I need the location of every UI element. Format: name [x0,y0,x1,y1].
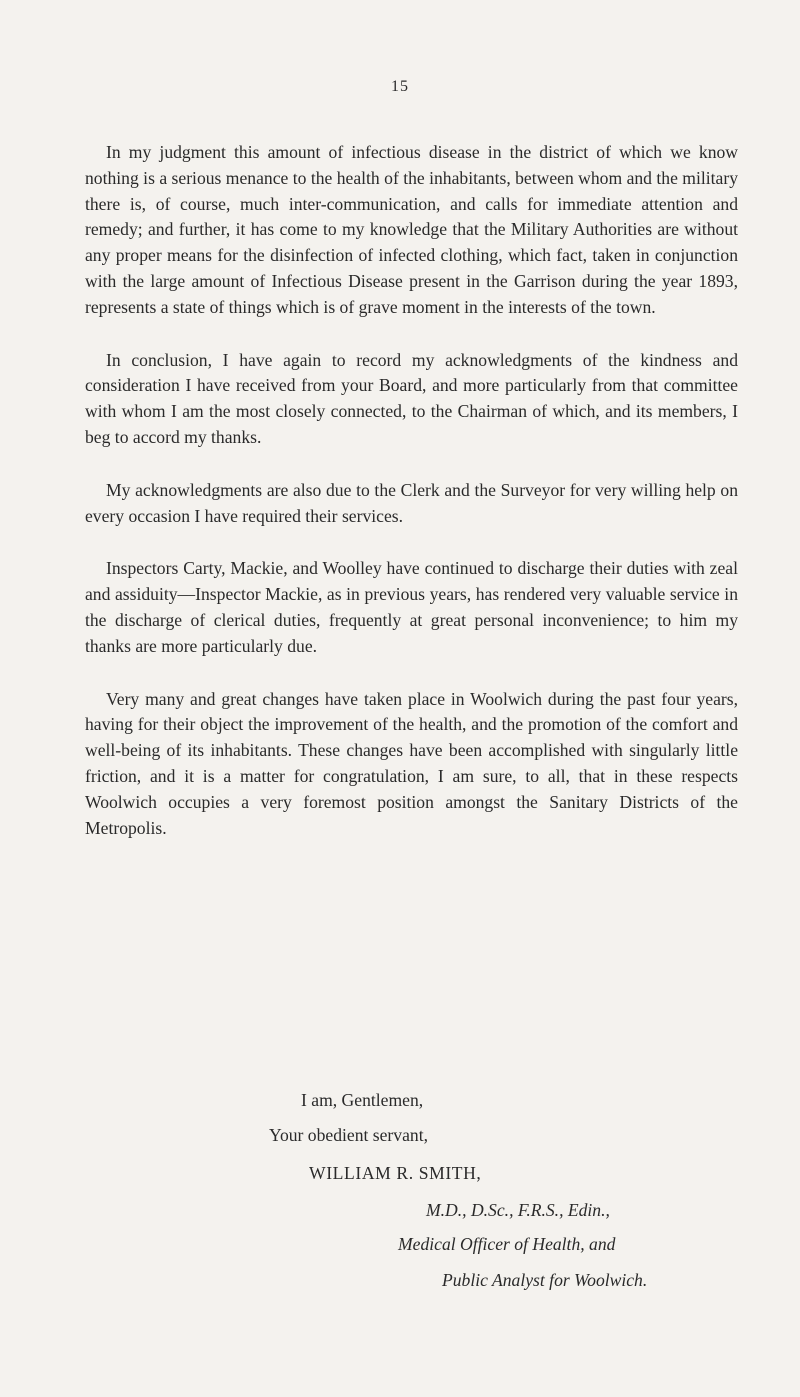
closing-valediction: Your obedient servant, [269,1125,428,1145]
paragraph-changes-woolwich: Very many and great changes have taken place in Woolwich during the past four years, having for their object the improvement of the health, and the promotion of the comfort and well-being of its inhabitants. These changes have been accomplished with singularly little friction, and it is a matter for congratulation, I am sure, to all, that in these respects Woolwich occupies a very foremost position amongst the Sanitary Districts of the Metropolis. [85,688,738,838]
paragraph-inspectors: Inspectors Carty, Mackie, and Woolley have continued to discharge their duties with zeal and assiduity—Inspector Mackie, as in previous years, has rendered very valuable service in the discharge of clerical duties, frequently at great personal inconvenience; to him my thanks are more particularly due. [85,558,738,656]
signatory-qualifications: M.D., D.Sc., F.R.S., Edin., [426,1200,610,1220]
body-text [85,140,738,868]
paragraph-acknowledgments-board: In conclusion, I have again to record my acknowledgments of the kindness and consideration I have received from your Board, and more particularly from that committee with whom I am the most closely connected, to the Chairman of which, and its members, I beg to accord my thanks. [85,349,738,447]
closing-salutation: I am, Gentlemen, [301,1090,424,1110]
signatory-title-line-2: Public Analyst for Woolwich. [442,1270,648,1290]
signatory-name: WILLIAM R. SMITH, [309,1163,482,1183]
paragraph-infectious-disease: In my judgment this amount of infectious disease in the district of which we know nothing is a serious menance to the health of the inhabitants, between whom and the military there is, of course, much inter-communication, and calls for immediate attention and remedy; and further, it has come to my knowledge that the Military Authorities are without any proper means for the disinfection of infected clothing, which fact, taken in conjunction with the large amount of Infectious Disease present in the Garrison during the year 1893, represents a state of things which is of grave moment in the interests of the town. [85,142,738,317]
paragraph-acknowledgments-clerk: My acknowledgments are also due to the Clerk and the Surveyor for very willing help on every occasion I have required their services. [85,479,738,526]
page-number: 15 [391,78,409,95]
signatory-title-line-1: Medical Officer of Health, and [398,1234,616,1254]
